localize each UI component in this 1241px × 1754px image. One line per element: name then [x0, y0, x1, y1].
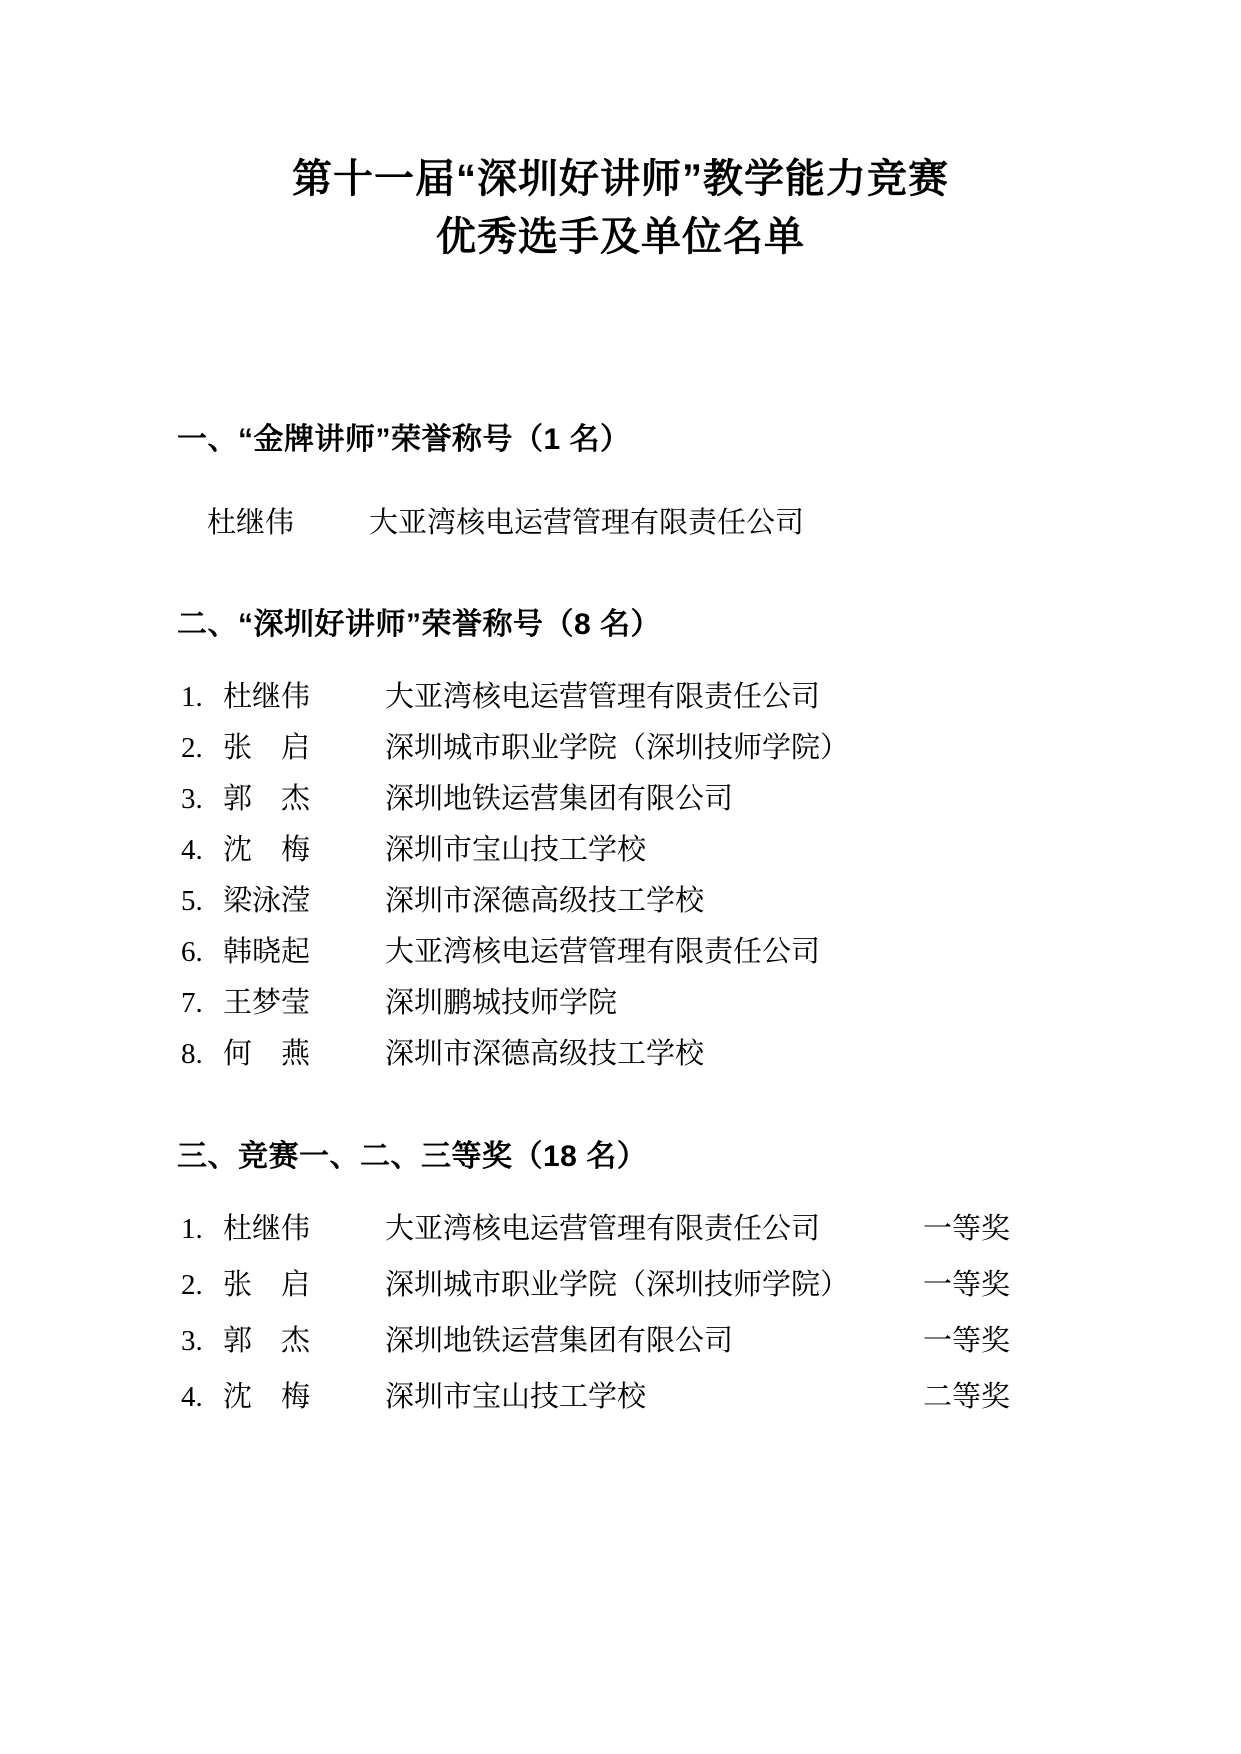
item-index: 2.	[181, 1269, 203, 1301]
entry-org: 大亚湾核电运营管理有限责任公司	[369, 507, 805, 539]
list-item	[155, 1040, 1086, 1069]
table-row	[155, 1271, 1086, 1300]
item-award: 一等奖	[923, 1213, 1011, 1245]
list-item	[155, 836, 1086, 865]
item-org: 深圳市宝山技工学校	[385, 1381, 647, 1413]
item-org: 大亚湾核电运营管理有限责任公司	[385, 681, 821, 713]
item-award: 一等奖	[923, 1269, 1011, 1301]
item-index: 4.	[181, 1381, 203, 1413]
item-index: 2.	[181, 732, 203, 764]
item-award: 二等奖	[923, 1381, 1011, 1413]
page-title	[155, 150, 1086, 266]
item-name: 梁泳滢	[223, 885, 311, 917]
item-org: 深圳城市职业学院（深圳技师学院）	[385, 732, 850, 764]
item-org: 深圳地铁运营集团有限公司	[385, 783, 734, 815]
item-name: 沈 梅	[223, 834, 311, 866]
item-org: 深圳地铁运营集团有限公司	[385, 1325, 734, 1357]
entry-name: 杜继伟	[207, 507, 295, 539]
item-name: 张 启	[223, 732, 311, 764]
item-name: 张 启	[223, 1269, 311, 1301]
item-name: 杜继伟	[223, 1213, 311, 1245]
table-row	[155, 1215, 1086, 1244]
item-index: 1.	[181, 1213, 203, 1245]
item-org: 深圳城市职业学院（深圳技师学院）	[385, 1269, 850, 1301]
list-item	[155, 683, 1086, 712]
item-name: 韩晓起	[223, 936, 311, 968]
item-org: 深圳鹏城技师学院	[385, 987, 618, 1019]
item-name: 何 燕	[223, 1038, 311, 1070]
item-org: 深圳市深德高级技工学校	[385, 885, 705, 917]
list-item	[155, 785, 1086, 814]
item-index: 6.	[181, 936, 203, 968]
item-org: 大亚湾核电运营管理有限责任公司	[385, 1213, 821, 1245]
item-index: 7.	[181, 987, 203, 1019]
section-heading-2: 二、“深圳好讲师”荣誉称号（8 名）	[177, 608, 662, 641]
section-heading-3: 三、竞赛一、二、三等奖（18 名）	[177, 1140, 648, 1173]
item-org: 深圳市宝山技工学校	[385, 834, 647, 866]
list-item	[155, 734, 1086, 763]
page-title-line-1: 第十一届“深圳好讲师”教学能力竞赛	[292, 157, 949, 201]
item-name: 杜继伟	[223, 681, 311, 713]
list-item	[155, 938, 1086, 967]
item-index: 4.	[181, 834, 203, 866]
item-name: 郭 杰	[223, 1325, 311, 1357]
item-index: 5.	[181, 885, 203, 917]
honor-list	[155, 683, 1086, 1069]
award-list	[155, 1215, 1086, 1412]
item-index: 1.	[181, 681, 203, 713]
item-index: 3.	[181, 1325, 203, 1357]
list-item	[155, 887, 1086, 916]
gold-lecturer-entry	[155, 500, 1086, 541]
table-row	[155, 1383, 1086, 1412]
item-name: 郭 杰	[223, 783, 311, 815]
page-title-line-2: 优秀选手及单位名单	[436, 215, 805, 259]
list-item	[155, 989, 1086, 1018]
item-award: 一等奖	[923, 1325, 1011, 1357]
item-name: 沈 梅	[223, 1381, 311, 1413]
table-row	[155, 1327, 1086, 1356]
item-name: 王梦莹	[223, 987, 311, 1019]
item-org: 大亚湾核电运营管理有限责任公司	[385, 936, 821, 968]
item-index: 8.	[181, 1038, 203, 1070]
item-org: 深圳市深德高级技工学校	[385, 1038, 705, 1070]
section-heading-1: 一、“金牌讲师”荣誉称号（1 名）	[177, 423, 631, 456]
item-index: 3.	[181, 783, 203, 815]
